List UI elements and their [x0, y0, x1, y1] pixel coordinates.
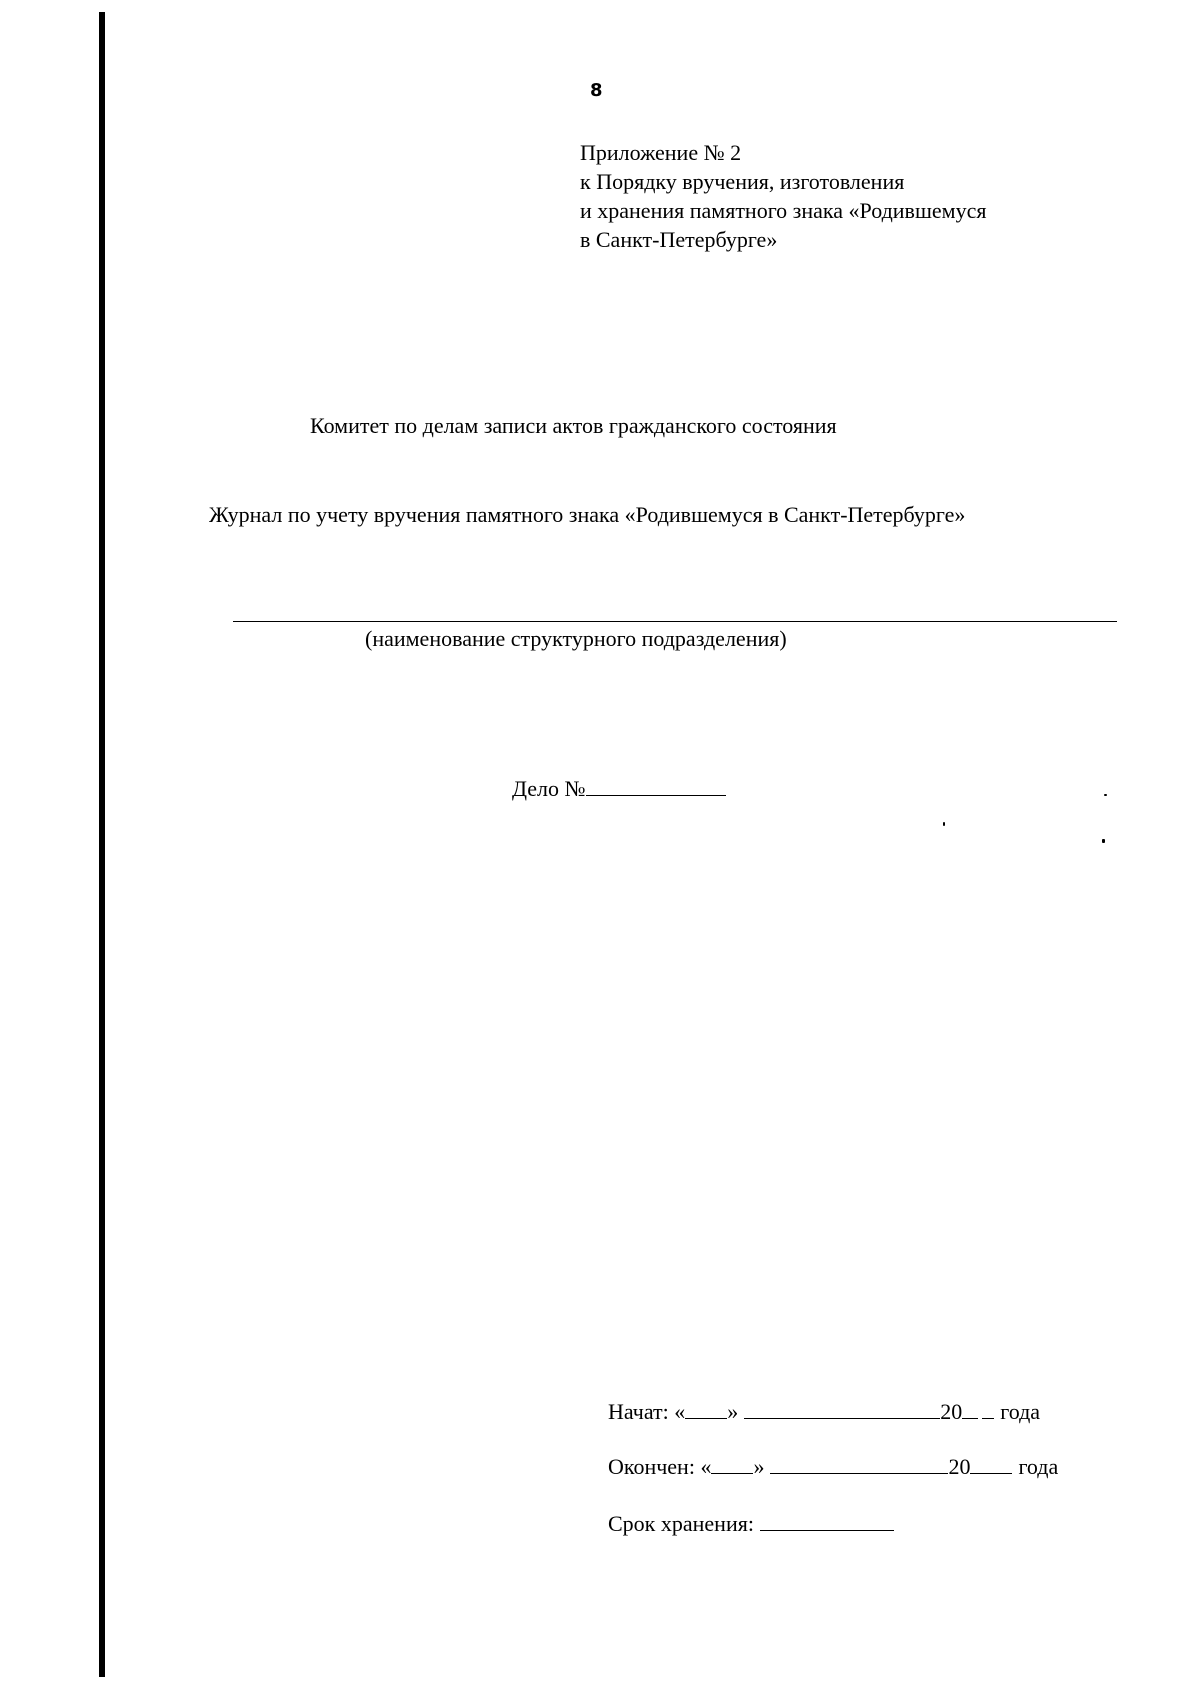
ended-label: Окончен: «	[608, 1454, 712, 1479]
started-date-row	[608, 1398, 1040, 1425]
appendix-line-1: Приложение № 2	[580, 140, 742, 165]
case-number-blank	[586, 775, 726, 796]
ended-quote-close: »	[753, 1454, 765, 1479]
appendix-line-4: в Санкт-Петербурге»	[580, 227, 778, 252]
scan-speck	[1102, 839, 1105, 843]
ended-day-blank	[711, 1453, 753, 1474]
storage-period-blank	[760, 1510, 894, 1531]
started-year-blank-2	[982, 1398, 994, 1419]
ended-year-blank	[970, 1453, 1012, 1474]
scan-speck	[943, 822, 945, 826]
scan-speck	[1104, 794, 1107, 796]
ended-year-word: года	[1018, 1454, 1059, 1479]
case-number-label: Дело №	[512, 776, 586, 801]
appendix-line-2: к Порядку вручения, изготовления	[580, 169, 905, 194]
started-month-blank	[744, 1398, 940, 1419]
journal-title: Журнал по учету вручения памятного знака «Родившемуся в Санкт-Петербурге»	[209, 502, 966, 527]
started-century: 20	[940, 1399, 963, 1424]
appendix-header	[580, 138, 986, 254]
ended-month-blank	[770, 1453, 948, 1474]
storage-label: Срок хранения:	[608, 1511, 754, 1536]
page-number: 8	[590, 80, 603, 101]
appendix-line-3: и хранения памятного знака «Родившемуся	[580, 198, 987, 223]
unit-name-caption: (наименование структурного подразделения)	[365, 626, 787, 651]
unit-name-blank-line	[233, 621, 1117, 622]
case-number	[512, 775, 726, 802]
storage-period-row	[608, 1510, 894, 1537]
started-label: Начат: «	[608, 1399, 686, 1424]
ended-date-row	[608, 1453, 1058, 1480]
started-year-blank-1	[962, 1398, 978, 1419]
started-year-word: года	[1000, 1399, 1041, 1424]
ended-century: 20	[948, 1454, 971, 1479]
started-quote-close: »	[727, 1399, 739, 1424]
started-day-blank	[685, 1398, 727, 1419]
committee-name: Комитет по делам записи актов гражданского состояния	[310, 413, 837, 438]
scan-binding-edge	[99, 12, 105, 1677]
